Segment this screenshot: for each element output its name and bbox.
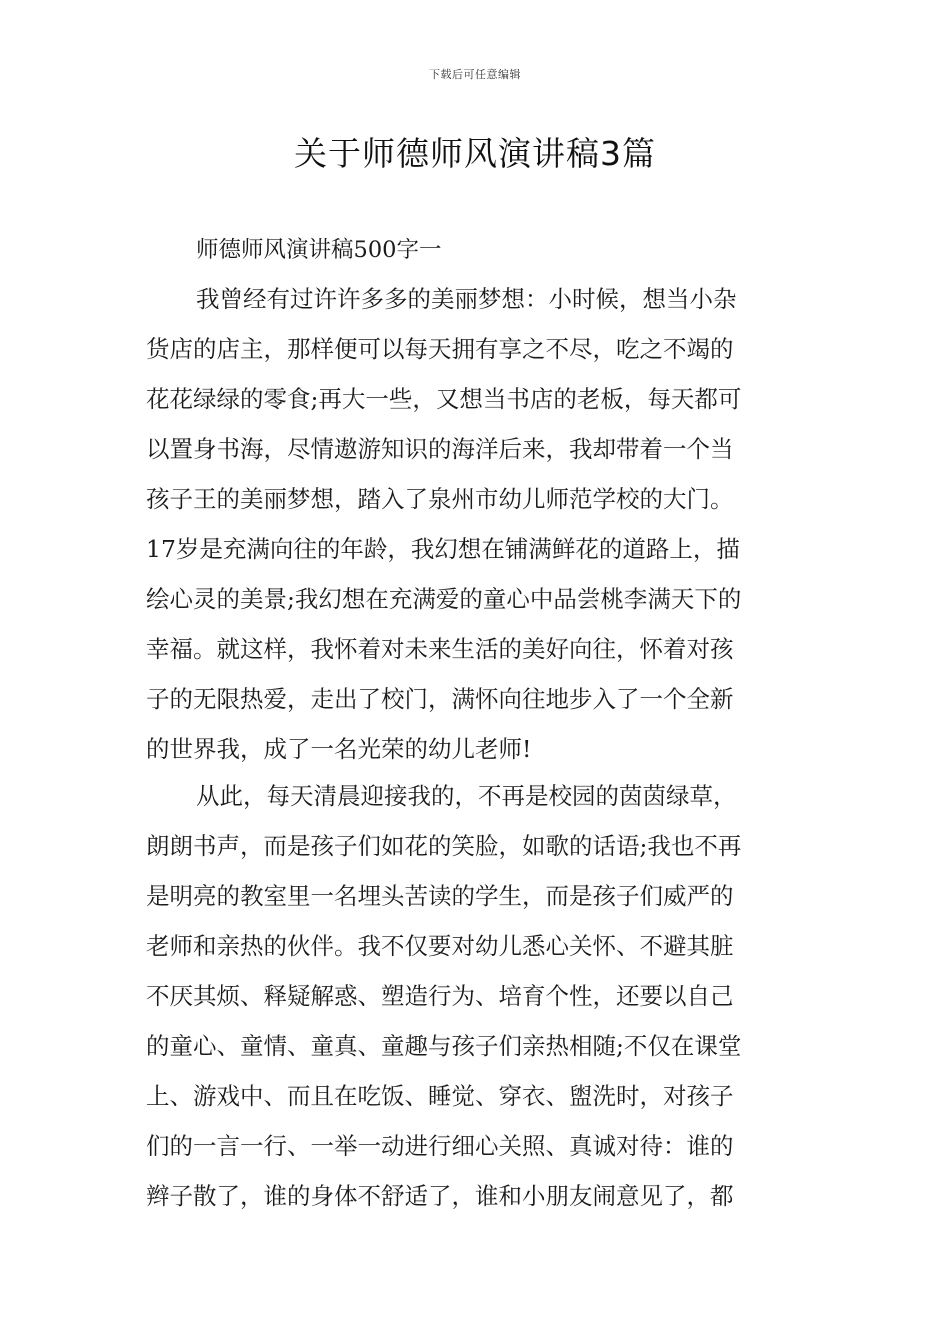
document-title: 关于师德师风演讲稿3篇 — [294, 134, 656, 173]
paragraph-line: 是明亮的教室里一名埋头苦读的学生，而是孩子们威严的 — [146, 882, 734, 910]
paragraph-line: 朗朗书声，而是孩子们如花的笑脸，如歌的话语;我也不再 — [146, 832, 742, 860]
paragraph-line: 绘心灵的美景;我幻想在充满爱的童心中品尝桃李满天下的 — [146, 585, 742, 613]
paragraph-line: 孩子王的美丽梦想，踏入了泉州市幼儿师范学校的大门。 — [146, 485, 734, 513]
paragraph-1 — [146, 274, 826, 774]
paragraph-line: 辫子散了，谁的身体不舒适了，谁和小朋友闹意见了，都 — [146, 1182, 734, 1210]
paragraph-line: 老师和亲热的伙伴。我不仅要对幼儿悉心关怀、不避其脏 — [146, 932, 734, 960]
paragraph-line: 花花绿绿的零食;再大一些，又想当书店的老板，每天都可 — [146, 385, 742, 413]
paragraph-line: 17岁是充满向往的年龄，我幻想在铺满鲜花的道路上，描 — [146, 535, 740, 563]
paragraph-line: 从此，每天清晨迎接我的，不再是校园的茵茵绿草， — [196, 782, 737, 810]
paragraph-line: 我曾经有过许许多多的美丽梦想：小时候，想当小杂 — [196, 285, 737, 313]
paragraph-line: 幸福。就这样，我怀着对未来生活的美好向往，怀着对孩 — [146, 635, 734, 663]
paragraph-line: 不厌其烦、释疑解惑、塑造行为、培育个性，还要以自己 — [146, 982, 734, 1010]
paragraph-line: 货店的店主，那样便可以每天拥有享之不尽，吃之不竭的 — [146, 335, 734, 363]
header-note: 下载后可任意编辑 — [429, 68, 521, 81]
paragraph-line: 上、游戏中、而且在吃饭、睡觉、穿衣、盥洗时，对孩子 — [146, 1082, 734, 1110]
paragraph-line: 们的一言一行、一举一动进行细心关照、真诚对待：谁的 — [146, 1132, 734, 1160]
paragraph-2 — [146, 771, 826, 1221]
section-subtitle: 师德师风演讲稿500字一 — [196, 237, 442, 263]
paragraph-line: 以置身书海，尽情遨游知识的海洋后来，我却带着一个当 — [146, 435, 734, 463]
paragraph-line: 的世界我，成了一名光荣的幼儿老师! — [146, 735, 532, 763]
paragraph-line: 的童心、童情、童真、童趣与孩子们亲热相随;不仅在课堂 — [146, 1032, 742, 1060]
paragraph-line: 子的无限热爱，走出了校门，满怀向往地步入了一个全新 — [146, 685, 734, 713]
